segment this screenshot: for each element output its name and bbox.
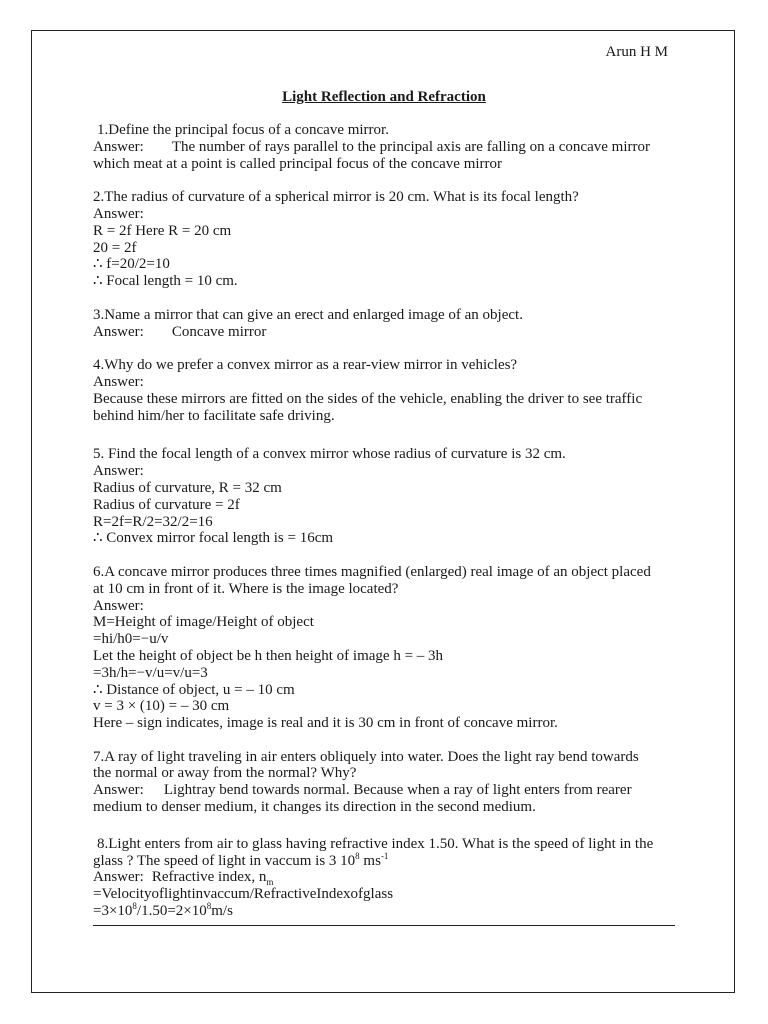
answer-label: Answer: xyxy=(93,323,144,340)
answer-text: R = 2f Here R = 20 cm xyxy=(93,222,232,239)
answer-text: m/s xyxy=(211,903,233,920)
answer-text: Radius of curvature, R = 32 cm xyxy=(93,479,282,496)
answer-text: M=Height of image/Height of object xyxy=(93,614,314,631)
question-text: 1.Define the principal focus of a concave mirror. xyxy=(97,122,389,138)
bottom-rule xyxy=(93,925,675,926)
superscript: 8 xyxy=(206,901,212,912)
answer-line xyxy=(93,324,683,341)
answer-text: ∴ Focal length = 10 cm. xyxy=(93,273,238,290)
answer-label: Answer: xyxy=(93,463,144,480)
answer-text: The number of rays parallel to the principal axis are falling on a concave mirror xyxy=(171,138,650,155)
superscript: 8 xyxy=(132,901,137,912)
answer-text: ∴ Convex mirror focal length is = 16cm xyxy=(93,530,334,547)
question-text-line xyxy=(93,850,683,870)
answer-text: Refractive index, n xyxy=(151,869,267,886)
unit-text: ms xyxy=(359,852,381,869)
answer-label: Answer: xyxy=(93,782,144,799)
answer-label: Answer: xyxy=(93,138,144,155)
question-text: 5. Find the focal length of a convex mirror whose radius of curvature is 32 cm. xyxy=(93,446,566,463)
question-block-7 xyxy=(93,749,683,816)
question-text: at 10 cm in front of it. Where is the image located? xyxy=(93,580,399,597)
answer-text: Here – sign indicates, image is real and it is 30 cm in front of concave mirror. xyxy=(93,715,558,732)
question-block-2 xyxy=(93,189,683,290)
question-block-8 xyxy=(93,836,683,920)
answer-line xyxy=(93,903,683,920)
answer-text: behind him/her to facilitate safe driving. xyxy=(93,407,335,424)
superscript: 8 xyxy=(355,850,360,861)
question-text: glass ? The speed of light in vaccum is 3 10 xyxy=(93,852,356,869)
answer-text: Lightray bend towards normal. Because when a ray of light enters from rearer xyxy=(163,782,632,799)
question-text: 6.A concave mirror produces three times magnified (enlarged) real image of an object placed xyxy=(93,563,651,580)
question-text: the normal or away from the normal? Why? xyxy=(93,765,357,782)
answer-text: Let the height of object be h then height of image h = – 3h xyxy=(93,647,444,664)
answer-text: ∴ f=20/2=10 xyxy=(93,256,170,273)
answer-text: ∴ Distance of object, u = – 10 cm xyxy=(93,681,295,698)
answer-text: which meat at a point is called principal focus of the concave mirror xyxy=(93,155,503,172)
answer-label: Answer: xyxy=(93,373,144,390)
question-text: 4.Why do we prefer a convex mirror as a rear-view mirror in vehicles? xyxy=(93,357,518,374)
document-body xyxy=(93,122,683,937)
document-title: Light Reflection and Refraction xyxy=(282,89,486,105)
answer-text: =Velocityoflightinvaccum/RefractiveIndexofglass xyxy=(93,886,394,903)
answer-line xyxy=(93,782,683,799)
question-text: 2.The radius of curvature of a spherical mirror is 20 cm. What is its focal length? xyxy=(93,189,579,206)
answer-text: R=2f=R/2=32/2=16 xyxy=(93,513,213,530)
answer-text: Concave mirror xyxy=(171,323,267,340)
question-block-6 xyxy=(93,564,683,732)
author-name: Arun H M xyxy=(605,44,668,60)
answer-label: Answer: xyxy=(93,597,144,614)
question-block-3 xyxy=(93,307,683,341)
answer-line xyxy=(93,869,683,886)
answer-text: =hi/h0=−u/v xyxy=(93,631,169,648)
answer-line xyxy=(93,139,683,156)
answer-text: =3×10 xyxy=(93,903,133,920)
subscript: m xyxy=(266,877,274,888)
question-text: 7.A ray of light traveling in air enters obliquely into water. Does the light ray bend towards xyxy=(93,748,639,765)
answer-text: v = 3 × (10) = – 30 cm xyxy=(93,698,230,715)
superscript: -1 xyxy=(380,850,389,861)
answer-text: 20 = 2f xyxy=(93,239,137,256)
answer-label: Answer: xyxy=(93,869,144,886)
question-block-5 xyxy=(93,446,683,547)
answer-text: medium to denser medium, it changes its direction in the second medium. xyxy=(93,799,536,816)
question-block-1 xyxy=(93,122,683,172)
answer-text: =3h/h=−v/u=v/u=3 xyxy=(93,664,208,681)
answer-text: /1.50=2×10 xyxy=(136,903,207,920)
question-text: 8.Light enters from air to glass having refractive index 1.50. What is the speed of light in the xyxy=(97,835,654,852)
question-text: 3.Name a mirror that can give an erect and enlarged image of an object. xyxy=(93,306,523,323)
answer-label: Answer: xyxy=(93,205,144,222)
answer-text: Because these mirrors are fitted on the sides of the vehicle, enabling the driver to see traffic xyxy=(93,390,643,407)
question-block-4 xyxy=(93,357,683,424)
answer-text: Radius of curvature = 2f xyxy=(93,496,240,513)
